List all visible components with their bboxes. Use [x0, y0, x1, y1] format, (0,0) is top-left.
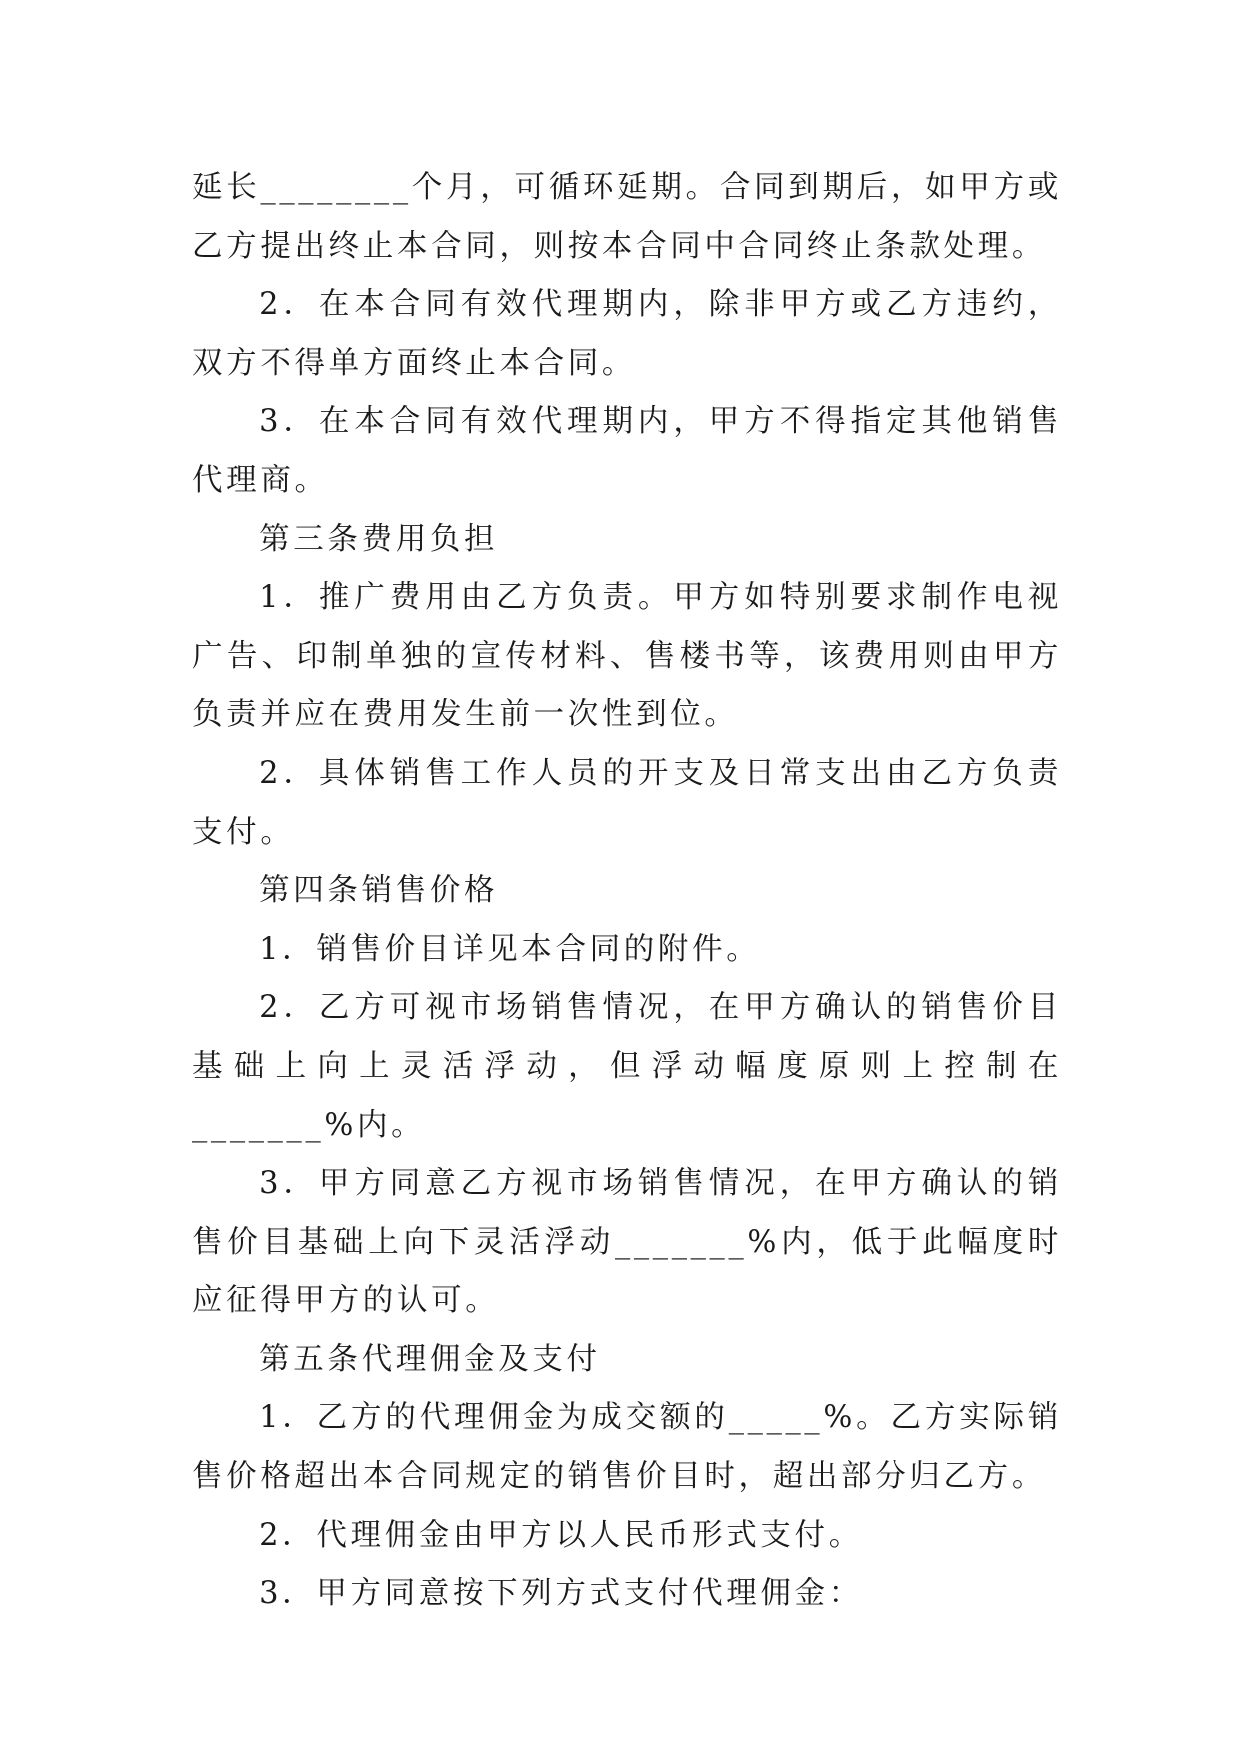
- paragraph-commission-payment: 3．甲方同意按下列方式支付代理佣金：: [259, 1576, 863, 1612]
- paragraph-staff-expenses: 2．具体销售工作人员的开支及日常支出由乙方负责支付。: [192, 755, 1062, 850]
- paragraph-price-float-up: 2．乙方可视市场销售情况，在甲方确认的销售价目基础上向上灵活浮动，但浮动幅度原则上控制在_______%内。: [192, 990, 1062, 1143]
- paragraph-commission-rate: 1．乙方的代理佣金为成交额的_____%。乙方实际销售价格超出本合同规定的销售价目时，超出部分归乙方。: [192, 1400, 1062, 1495]
- paragraph-promotion-costs: 1．推广费用由乙方负责。甲方如特别要求制作电视广告、印制单独的宣传材料、售楼书等，该费用则由甲方负责并应在费用发生前一次性到位。: [192, 580, 1062, 733]
- section-heading-article-3: 第三条费用负担: [259, 521, 499, 557]
- paragraph-commission-currency: 2．代理佣金由甲方以人民币形式支付。: [259, 1517, 863, 1553]
- paragraph-extension-term: 延长________个月，可循环延期。合同到期后，如甲方或乙方提出终止本合同，则按本合同中合同终止条款处理。: [192, 170, 1062, 264]
- document-body: [192, 159, 1062, 1624]
- paragraph-exclusive-agent: 3．在本合同有效代理期内，甲方不得指定其他销售代理商。: [192, 404, 1062, 498]
- paragraph-no-unilateral-termination: 2．在本合同有效代理期内，除非甲方或乙方违约，双方不得单方面终止本合同。: [192, 287, 1062, 381]
- paragraph-price-list: 1．销售价目详见本合同的附件。: [259, 931, 761, 967]
- section-heading-article-4: 第四条销售价格: [259, 873, 499, 909]
- section-heading-article-5: 第五条代理佣金及支付: [259, 1341, 601, 1377]
- paragraph-price-float-down: 3．甲方同意乙方视市场销售情况，在甲方确认的销售价目基础上向下灵活浮动_______%内，低于此幅度时应征得甲方的认可。: [192, 1166, 1062, 1319]
